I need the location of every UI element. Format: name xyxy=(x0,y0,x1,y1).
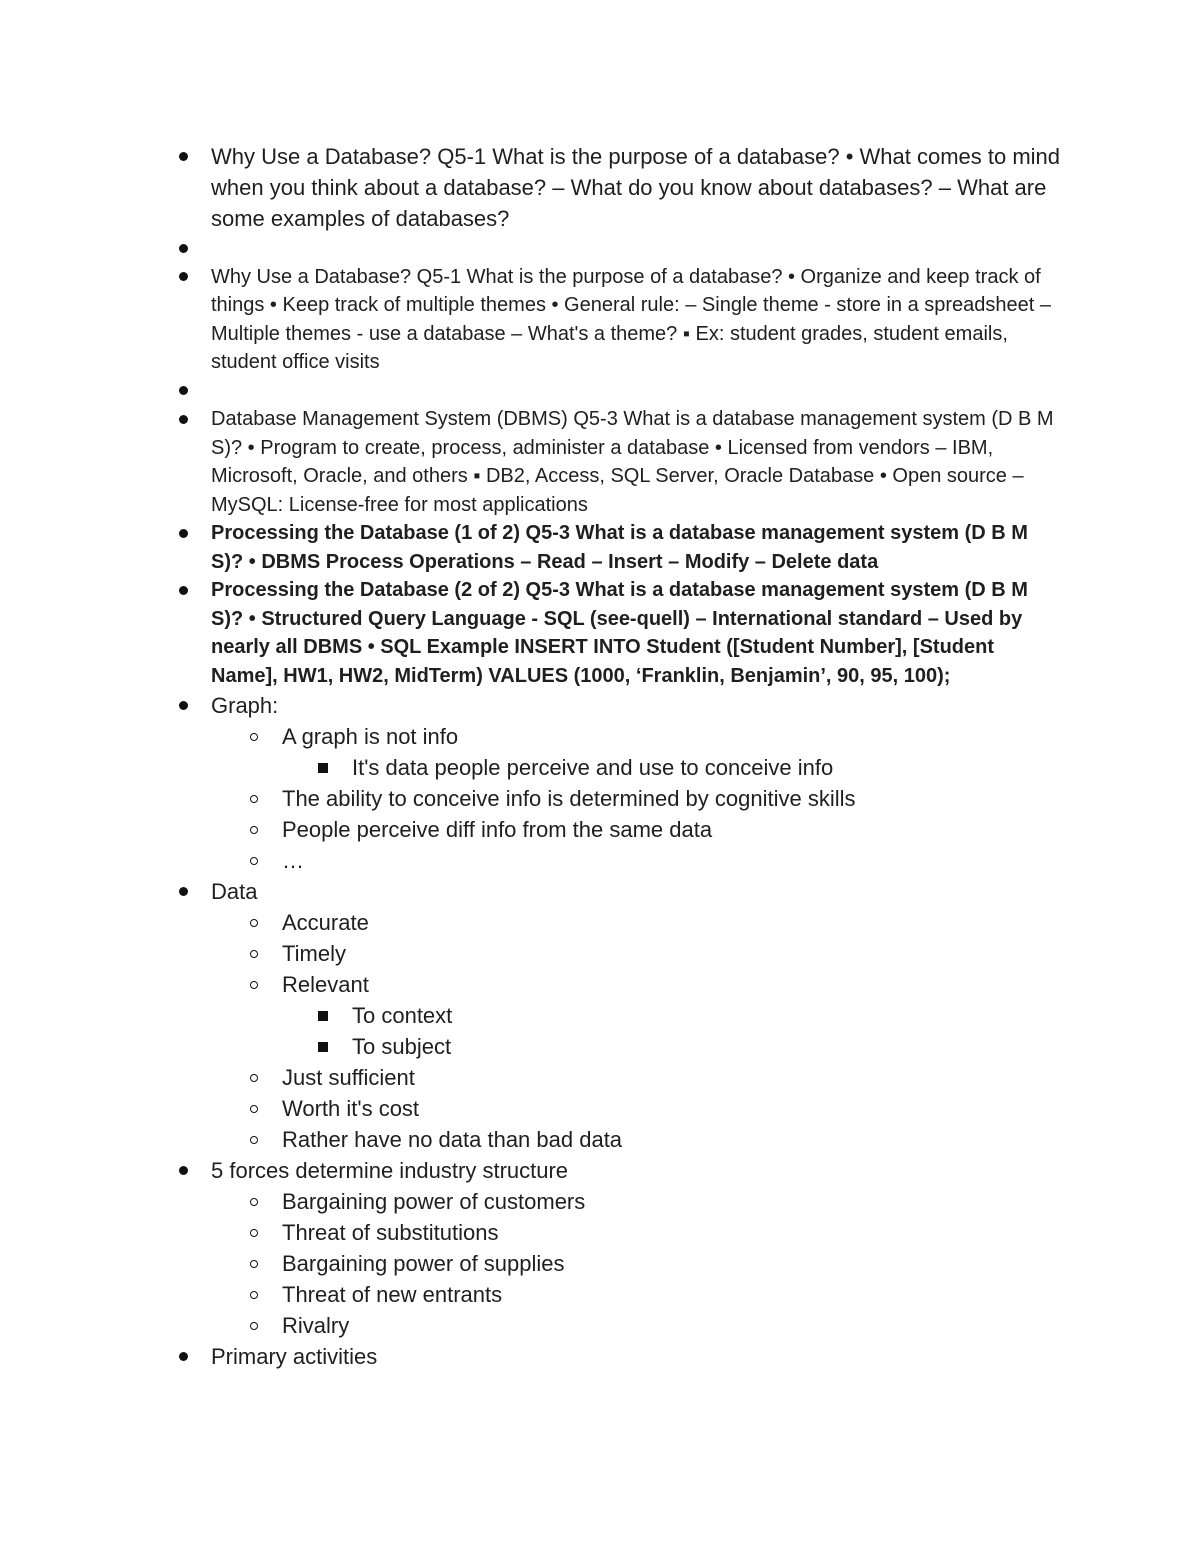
bullet-disc-icon xyxy=(179,386,188,395)
bullet-disc-icon xyxy=(179,701,188,710)
empty-list-item xyxy=(0,377,1061,406)
list-item xyxy=(0,141,1061,234)
bullet-disc-icon xyxy=(179,887,188,896)
list-item-text: The ability to conceive info is determined by cognitive skills xyxy=(282,786,856,811)
list-item-text: Rivalry xyxy=(282,1313,350,1338)
sub-list-item xyxy=(0,1186,1132,1217)
bullet-circle-icon xyxy=(250,1198,258,1206)
sub-list-item xyxy=(0,783,1132,814)
list-item-text: 5 forces determine industry structure xyxy=(211,1158,569,1183)
sub-list-item xyxy=(0,1279,1132,1310)
list-item-text: It's data people perceive and use to conceive info xyxy=(352,755,834,780)
bullet-circle-icon xyxy=(250,981,258,989)
sub-list-item xyxy=(0,845,1132,876)
bullet-disc-icon xyxy=(179,1166,188,1175)
list-item-text: Processing the Database (2 of 2) Q5-3 What is a database management system (D B M S)? • Structured Query Language - SQL (see-quell) – International standard – Used by nearly all DBMS • SQL Example INSERT INTO Student ([Student Number], [Student Name], HW1, HW2, MidTerm) VALUES (1000, ‘Franklin, Benjamin’, 90, 95, 100); xyxy=(211,579,1028,687)
sub-list-item xyxy=(0,1248,1132,1279)
bullet-circle-icon xyxy=(250,733,258,741)
list-item-text: Why Use a Database? Q5-1 What is the purpose of a database? • Organize and keep track of things • Keep track of multiple themes • General rule: – Single theme - store in a spreadsheet – Multiple themes - use a database – What's a theme? ▪ Ex: student grades, student emails, student office visits xyxy=(211,265,1051,373)
list-item xyxy=(0,405,1061,519)
sub-list-item xyxy=(0,721,1132,752)
list-item xyxy=(0,519,1061,576)
list-item xyxy=(0,263,1061,377)
bullet-circle-icon xyxy=(250,857,258,865)
notes-list xyxy=(0,141,1200,1372)
list-item-graph xyxy=(0,690,1061,721)
list-item-text: Why Use a Database? Q5-1 What is the purpose of a database? • What comes to mind when you think about a database? – What do you know about databases? – What are some examples of databases? xyxy=(211,144,1061,231)
bullet-circle-icon xyxy=(250,1260,258,1268)
bullet-disc-icon xyxy=(179,152,188,161)
list-item-text: Database Management System (DBMS) Q5-3 What is a database management system (D B M S)? • Program to create, process, administer a database • Licensed from vendors – IBM, Microsoft, Oracle, and others ▪ DB2, Access, SQL Server, Oracle Database • Open source – MySQL: License-free for most applications xyxy=(211,408,1054,516)
list-item-text: Threat of new entrants xyxy=(282,1282,503,1307)
bullet-circle-icon xyxy=(250,950,258,958)
bullet-square-icon xyxy=(318,1042,328,1052)
list-item-forces xyxy=(0,1155,1061,1186)
list-item-text: Relevant xyxy=(282,972,369,997)
list-item-text: … xyxy=(282,848,304,873)
sub-list-item xyxy=(0,1124,1132,1155)
list-item-text: Just sufficient xyxy=(282,1065,415,1090)
bullet-disc-icon xyxy=(179,586,188,595)
bullet-disc-icon xyxy=(179,272,188,281)
bullet-circle-icon xyxy=(250,1105,258,1113)
list-item xyxy=(0,576,1061,690)
bullet-circle-icon xyxy=(250,795,258,803)
bullet-circle-icon xyxy=(250,919,258,927)
bullet-circle-icon xyxy=(250,1229,258,1237)
bullet-disc-icon xyxy=(179,1352,188,1361)
list-item-text: Rather have no data than bad data xyxy=(282,1127,623,1152)
empty-list-item xyxy=(0,234,1061,263)
list-item-text: Bargaining power of customers xyxy=(282,1189,586,1214)
bullet-disc-icon xyxy=(179,244,188,253)
sub-list-item xyxy=(0,938,1132,969)
list-item-text: Timely xyxy=(282,941,346,966)
sub-list-item xyxy=(0,1062,1132,1093)
list-item-data xyxy=(0,876,1061,907)
bullet-circle-icon xyxy=(250,1074,258,1082)
bullet-square-icon xyxy=(318,1011,328,1021)
list-item-text: Worth it's cost xyxy=(282,1096,420,1121)
sub-list-item xyxy=(0,907,1132,938)
sub-list-item xyxy=(0,1093,1132,1124)
bullet-circle-icon xyxy=(250,1136,258,1144)
bullet-circle-icon xyxy=(250,826,258,834)
list-item-text: Primary activities xyxy=(211,1344,378,1369)
list-item-text: Processing the Database (1 of 2) Q5-3 What is a database management system (D B M S)? • DBMS Process Operations – Read – Insert – Modify – Delete data xyxy=(211,522,1028,573)
sub-sub-list-item xyxy=(0,1000,1200,1031)
list-item-text: To subject xyxy=(352,1034,452,1059)
list-item-text: Data xyxy=(211,879,258,904)
bullet-circle-icon xyxy=(250,1322,258,1330)
list-item-text: Bargaining power of supplies xyxy=(282,1251,565,1276)
bullet-circle-icon xyxy=(250,1291,258,1299)
sub-list-item xyxy=(0,814,1132,845)
bullet-disc-icon xyxy=(179,529,188,538)
bullet-disc-icon xyxy=(179,415,188,424)
list-item-primary xyxy=(0,1341,1061,1372)
bullet-square-icon xyxy=(318,763,328,773)
sub-list-item xyxy=(0,1310,1132,1341)
list-item-text: A graph is not info xyxy=(282,724,459,749)
list-item-text: Threat of substitutions xyxy=(282,1220,499,1245)
sub-list-item xyxy=(0,969,1132,1000)
sub-sub-list-item xyxy=(0,752,1200,783)
list-item-text: Graph: xyxy=(211,693,279,718)
sub-list-item xyxy=(0,1217,1132,1248)
list-item-text: People perceive diff info from the same data xyxy=(282,817,713,842)
list-item-text: Accurate xyxy=(282,910,369,935)
sub-sub-list-item xyxy=(0,1031,1200,1062)
list-item-text: To context xyxy=(352,1003,453,1028)
